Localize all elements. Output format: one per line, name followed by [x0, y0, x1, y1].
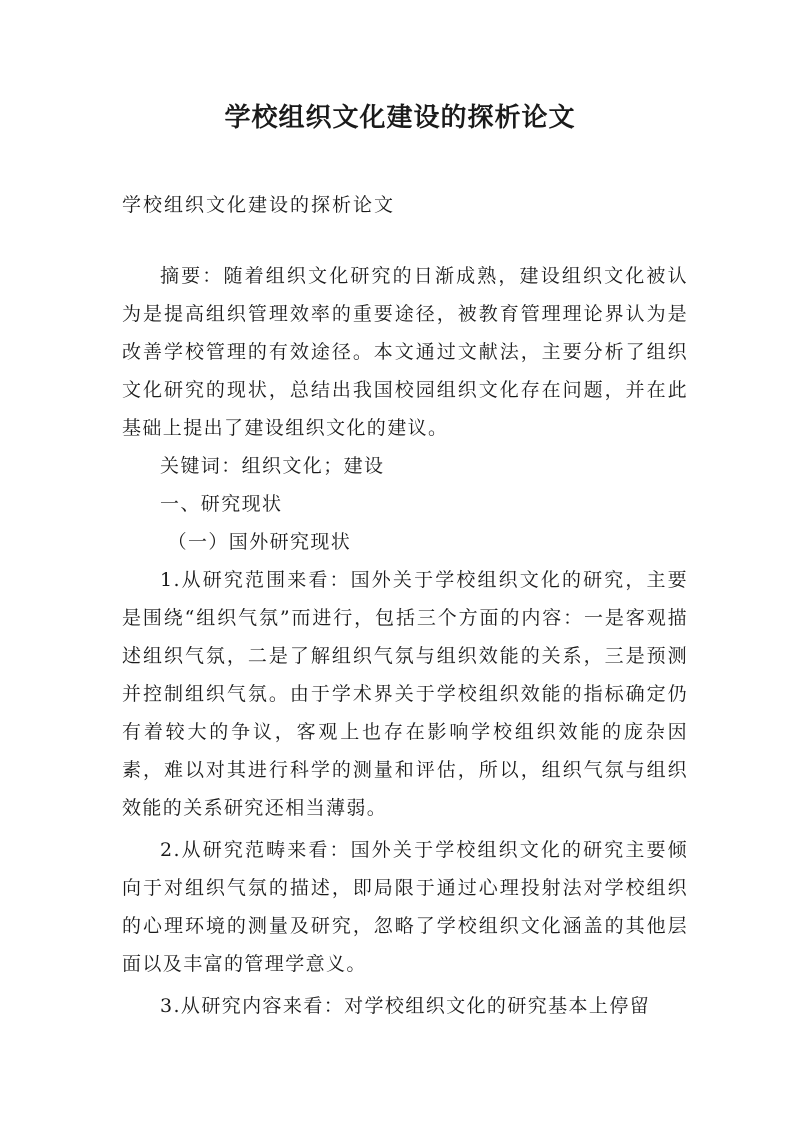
document-subtitle: 学校组织文化建设的探析论文 [122, 194, 396, 216]
keywords-line: 关键词：组织文化；建设 [160, 455, 385, 477]
body-paragraph-1: 1.从研究范围来看：国外关于学校组织文化的研究，主要是围绕“组织气氛”而进行，包括三个方面的内容：一是客观描述组织气氛，二是了解组织气氛与组织效能的关系，三是预测并控制组织气氛。由于学术界关于学校组织效能的指标确定仍有着较大的争议，客观上也存在影响学校组织效能的庞杂因素，难以对其进行科学的测量和评估，所以，组织气氛与组织效能的关系研究还相当薄弱。 [122, 569, 688, 819]
section-heading: 一、研究现状 [160, 493, 283, 515]
abstract-paragraph: 摘要：随着组织文化研究的日渐成熟，建设组织文化被认为是提高组织管理效率的重要途径，被教育管理理论界认为是改善学校管理的有效途径。本文通过文献法，主要分析了组织文化研究的现状，总结出我国校园组织文化存在问题，并在此基础上提出了建设组织文化的建议。 [122, 265, 688, 439]
body-paragraph-2: 2.从研究范畴来看：国外关于学校组织文化的研究主要倾向于对组织气氛的描述，即局限于通过心理投射法对学校组织的心理环境的测量及研究，忽略了学校组织文化涵盖的其他层面以及丰富的管理学意义。 [122, 839, 688, 975]
document-title: 学校组织文化建设的探析论文 [224, 103, 576, 133]
document-body [122, 257, 688, 1025]
body-paragraph-3: 3.从研究内容来看：对学校组织文化的研究基本上停留 [160, 995, 651, 1017]
subsection-heading: （一）国外研究现状 [167, 531, 352, 553]
